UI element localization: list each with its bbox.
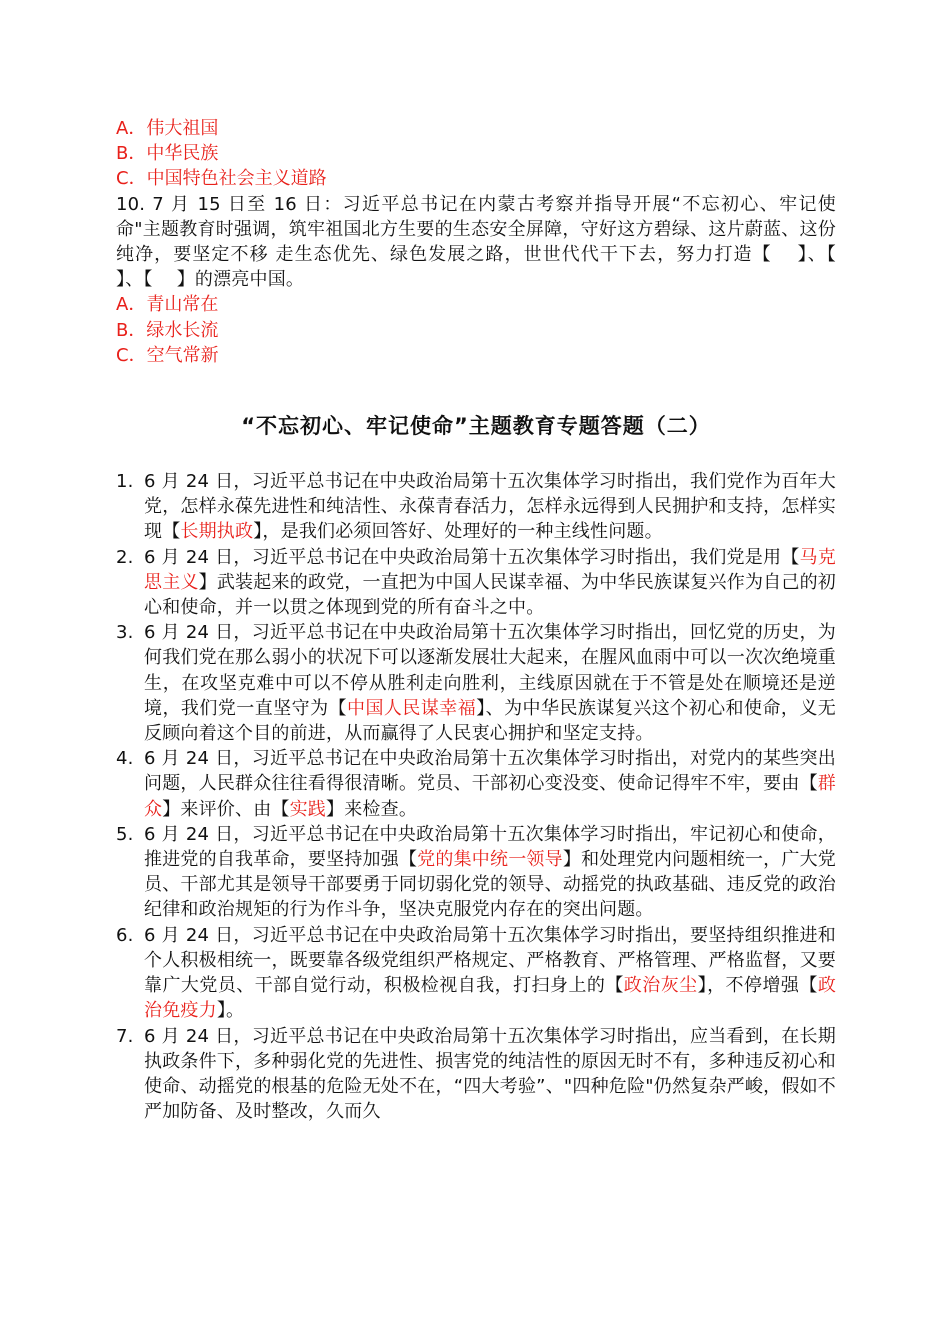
q9-options [116, 116, 836, 192]
q10-options [116, 292, 836, 368]
answer-text: 长期执政 [180, 521, 254, 543]
list-item: 6. 6 月 24 日，习近平总书记在中央政治局第十五次集体学习时指出，要坚持组织推进和个人积极相统一，既要靠各级党组织严格规定、严格教育、严格管理、严格监督，又要靠广大党员、干部自觉行动，积极检视自我，打扫身上的【政治灰尘】，不停增强【政治免疫力】。 [116, 924, 837, 1022]
option-a: A．青山常在 [116, 294, 219, 316]
option-b: B．中华民族 [116, 143, 219, 165]
answer-text: 群众 [144, 773, 836, 820]
answer-text: 马克思主义 [144, 546, 836, 593]
option-a: A．伟大祖国 [116, 118, 219, 139]
option-c: C．空气常新 [116, 344, 219, 366]
answer-text: 实践 [289, 798, 327, 820]
option-b: B．绿水长流 [116, 319, 219, 341]
list-item: 3. 6 月 24 日，习近平总书记在中央政治局第十五次集体学习时指出，回忆党的历史，为何我们党在那么弱小的状况下可以逐渐发展壮大起来，在腥风血雨中可以一次次绝境重生，在攻坚克难中可以不停从胜利走向胜利，主线原因就在于不管是处在顺境还是逆境，我们党一直坚守为【中国人民谋幸福】、为中华民族谋复兴这个初心和使命，义无反顾向着这个目的前进，从而赢得了人民衷心拥护和坚定支持。 [116, 622, 837, 745]
question-list [116, 469, 836, 1124]
answer-text: 政治免疫力 [144, 975, 837, 1022]
answer-text: 中国人民谋幸福 [347, 697, 477, 719]
list-item: 4. 6 月 24 日，习近平总书记在中央政治局第十五次集体学习时指出，对党内的某些突出问题，人民群众往往看得很清晰。党员、干部初心变没变、使命记得牢不牢，要由【群众】来评价、由【实践】来检查。 [116, 748, 836, 820]
document-page [116, 116, 861, 1124]
list-item: 7. 6 月 24 日，习近平总书记在中央政治局第十五次集体学习时指出，应当看到，在长期执政条件下，多种弱化党的先进性、损害党的纯洁性的原因无时不有，多种违反初心和使命、动摇党的根基的危险无处不在，“四大考验”、"四种危险"仍然复杂严峻，假如不严加防备、及时整改，久而久 [116, 1025, 836, 1123]
section-title: “不忘初心、牢记使命”主题教育专题答题（二） [241, 414, 711, 439]
option-c: C．中国特色社会主义道路 [116, 168, 327, 190]
list-item: 1. 6 月 24 日，习近平总书记在中央政治局第十五次集体学习时指出，我们党作为百年大党，怎样永葆先进性和纯洁性、永葆青春活力，怎样永远得到人民拥护和支持，怎样实现【长期执政】，是我们必须回答好、处理好的一种主线性问题。 [116, 471, 836, 543]
list-item: 5. 6 月 24 日，习近平总书记在中央政治局第十五次集体学习时指出，牢记初心和使命，推进党的自我革命，要坚持加强【党的集中统一领导】和处理党内问题相统一，广大党员、干部尤其是领导干部要勇于同切弱化党的领导、动摇党的执政基础、违反党的政治纪律和政治规矩的行为作斗争，坚决克服党内存在的突出问题。 [116, 823, 837, 921]
answer-text: 政治灰尘 [623, 975, 698, 997]
answer-text: 党的集中统一领导 [417, 849, 563, 871]
list-item: 2. 6 月 24 日，习近平总书记在中央政治局第十五次集体学习时指出，我们党是用【马克思主义】武装起来的政党，一直把为中国人民谋幸福、为中华民族谋复兴作为自己的初心和使命，并一以贯之体现到党的所有奋斗之中。 [116, 546, 836, 619]
question-10: 10. 7 月 15 日至 16 日：习近平总书记在内蒙古考察并指导开展“不忘初心、牢记使命"主题教育时强调，筑牢祖国北方生要的生态安全屏障，守好这方碧绿、这片蔚蓝、这份纯净，要坚定不移 走生态优先、绿色发展之路，世世代代干下去，努力打造【 】、【 】、【 】的漂亮中国。 [116, 193, 861, 291]
